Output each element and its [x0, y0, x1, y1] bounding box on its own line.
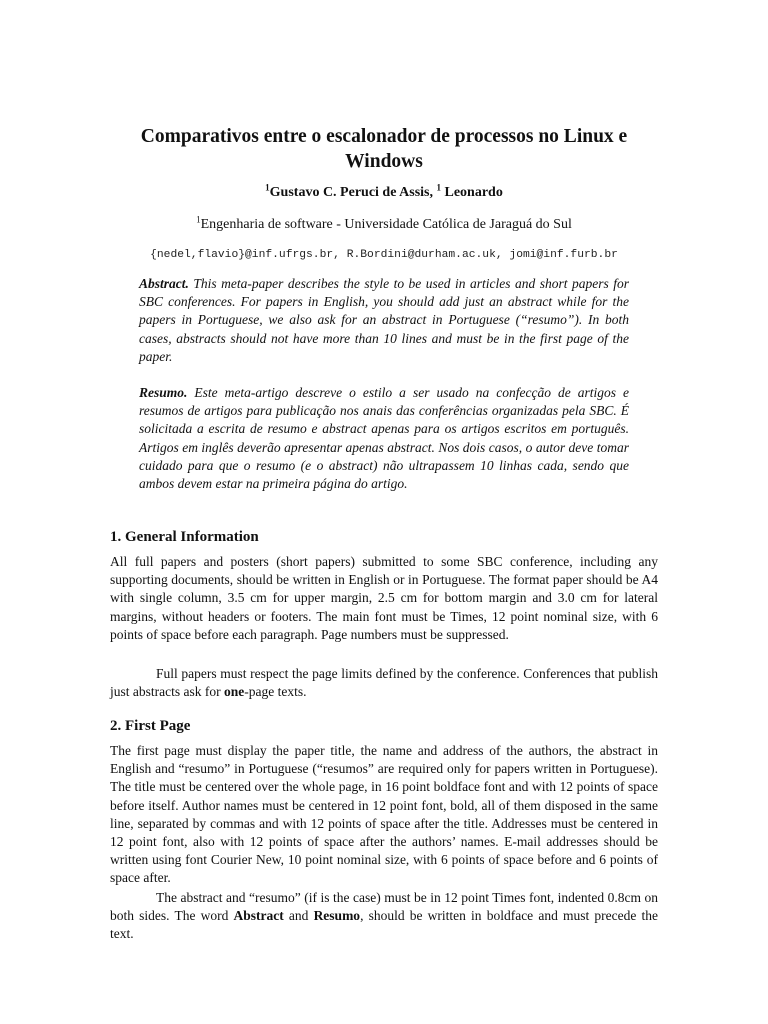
author-sup-1: 1 [265, 182, 270, 193]
section2-paragraph-2-text-c: , should be written in boldface and must precede the text. [110, 908, 658, 942]
section1-paragraph-2-bold: one [223, 684, 245, 700]
resumo-block [139, 384, 629, 493]
section-heading-first-page: 2. First Page [110, 718, 191, 734]
affiliation [110, 215, 658, 235]
resumo-text: Este meta-artigo descreve o estilo a ser usado na confecção de artigos e resumos de artigos para publicação nos anais das conferências organizadas pela SBC. É solicitada a escrita de resumo e abstract apenas para os artigos escritos em português. Artigos em inglês deverão apresentar apenas abstract. Nos dois casos, o autor deve tomar cuidado para que o resumo (e o abstract) não ultrapassem 10 linhas cada, sendo que ambos devem estar na primeira página do artigo. [139, 385, 629, 492]
section2-paragraph-2-bold-abstract: Abstract [233, 908, 284, 924]
author-name-2: Leonardo [444, 185, 503, 200]
affiliation-text: Engenharia de software - Universidade Católica de Jaraguá do Sul [200, 217, 572, 232]
affiliation-sup: 1 [196, 214, 201, 225]
abstract-label: Abstract. [139, 276, 189, 291]
author-line [110, 183, 658, 203]
section-heading-general-information: 1. General Information [110, 529, 259, 545]
author-sup-2: 1 [436, 182, 441, 193]
section2-paragraph-2 [110, 889, 658, 944]
abstract-text: This meta-paper describes the style to be used in articles and short papers for SBC conferences. For papers in English, you should add just an abstract while for the papers in Portuguese, we also ask for an abstract in Portuguese (“resumo”). In both cases, abstracts should not have more than 10 lines and must be in the first page of the paper. [139, 276, 629, 364]
section2-paragraph-2-text-a: The abstract and “resumo” (if is the case) must be in 12 point Times font, indented 0.8cm on both sides. The word [110, 890, 658, 924]
section2-paragraph-2-text-b: and [283, 908, 314, 924]
section1-paragraph-1: All full papers and posters (short papers) submitted to some SBC conference, including any supporting documents, should be written in English or in Portuguese. The format paper should be A4 with single column, 3.5 cm for upper margin, 2.5 cm for bottom margin and 3.0 cm for lateral margins, without headers or footers. The main font must be Times, 12 point nominal size, with 6 points of space before each paragraph. Page numbers must be suppressed. [110, 554, 658, 642]
section2-paragraph-1: The first page must display the paper title, the name and address of the authors, the abstract in English and “resumo” in Portuguese (“resumos” are required only for papers written in Portuguese). The title must be centered over the whole page, in 16 point boldface font and with 12 points of space before itself. Author names must be centered in 12 point font, bold, all of them disposed in the same line, separated by commas and with 12 points of space after the title. Addresses must be centered in 12 point font, also with 12 points of space after the authors’ names. E-mail addresses should be written using font Courier New, 10 point nominal size, with 6 points of space before and 6 points of space after. [110, 743, 658, 886]
paper-title: Comparativos entre o escalonador de processos no Linux e Windows [140, 126, 628, 172]
section1-paragraph-2-text-b: -page texts. [244, 684, 307, 700]
resumo-label: Resumo. [139, 385, 188, 400]
abstract-block [139, 275, 629, 366]
section1-paragraph-2 [110, 665, 658, 701]
author-name-1: Gustavo C. Peruci de Assis, [269, 185, 433, 200]
section2-paragraph-2-bold-resumo: Resumo [313, 908, 361, 924]
section1-paragraph-2-text-a: Full papers must respect the page limits defined by the conference. Conferences that publish just abstracts ask for [110, 666, 658, 700]
author-emails: {nedel,flavio}@inf.ufrgs.br, R.Bordini@durham.ac.uk, jomi@inf.furb.br [150, 249, 618, 261]
